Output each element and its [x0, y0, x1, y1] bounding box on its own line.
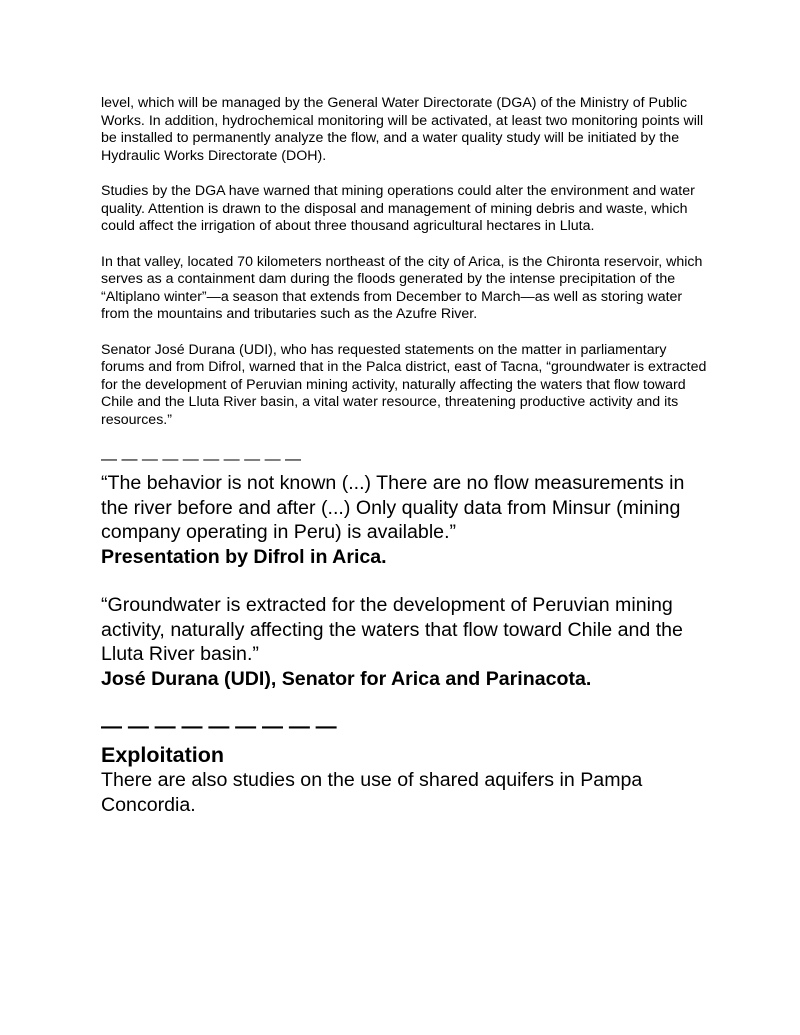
section-heading: Exploitation	[101, 743, 225, 767]
section-body: There are also studies on the use of shared aquifers in Pampa Concordia.	[101, 769, 643, 816]
quote-text-1: “The behavior is not known (...) There are no flow measurements in the river before and after (...) Only quality data from Minsur (mining company operating in Peru) is available.”	[101, 472, 685, 543]
body-paragraph-1: level, which will be managed by the General Water Directorate (DGA) of the Ministry of Public Works. In addition, hydrochemical monitoring will be activated, at least two monitoring points will be installed to permanently analyze the flow, and a water quality study will be initiated by the Hydraulic Works Directorate (DOH).	[101, 95, 704, 164]
body-paragraph-2: Studies by the DGA have warned that mining operations could alter the environment and water quality. Attention is drawn to the disposal and management of mining debris and waste, which could affect the irrigation of about three thousand agricultural hectares in Lluta.	[101, 183, 695, 234]
body-paragraph-4: Senator José Durana (UDI), who has requested statements on the matter in parliamentary forums and from Difrol, warned that in the Palca district, east of Tacna, “groundwater is extracted for the development of Peruvian mining activity, naturally affecting the waters that flow toward Chile and the Lluta River basin, a vital water resource, threatening productive activity and its resources.”	[101, 341, 707, 428]
document-page	[101, 95, 711, 817]
divider-small: — — — — — — — — — —	[101, 451, 302, 468]
quote-block-1	[101, 471, 711, 569]
quote-block-2	[101, 593, 711, 691]
quote-attribution-2: José Durana (UDI), Senator for Arica and Parinacota.	[101, 667, 592, 690]
quote-text-2: “Groundwater is extracted for the development of Peruvian mining activity, naturally affecting the waters that flow toward Chile and the Lluta River basin.”	[101, 594, 683, 665]
divider-large: — — — — — — — — —	[101, 715, 337, 738]
body-paragraph-3: In that valley, located 70 kilometers northeast of the city of Arica, is the Chironta reservoir, which serves as a containment dam during the floods generated by the intense precipitation of the “Altiplano winter”—a season that extends from December to March—as well as storing water from the mountains and tributaries such as the Azufre River.	[101, 253, 703, 322]
quote-attribution-1: Presentation by Difrol in Arica.	[101, 545, 387, 568]
